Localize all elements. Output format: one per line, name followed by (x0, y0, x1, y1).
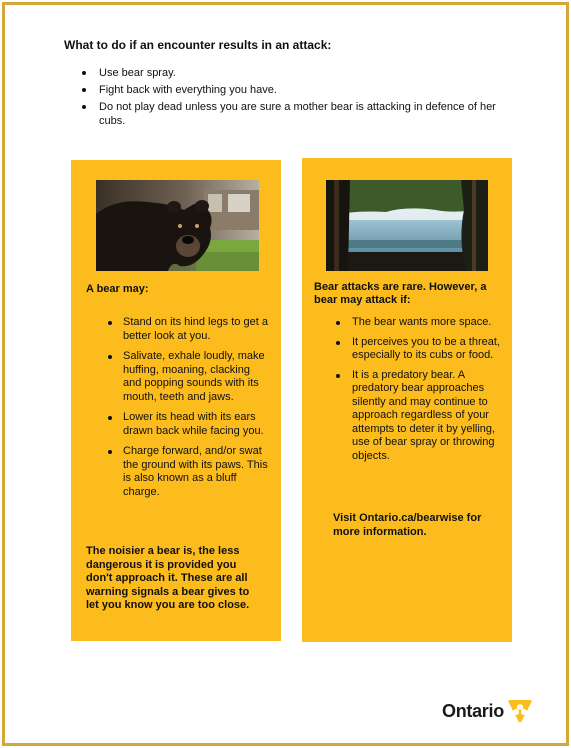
list-item: Lower its head with its ears drawn back while facing you. (86, 411, 271, 438)
list-item: Do not play dead unless you are sure a mother bear is attacking in defence of her cubs. (64, 100, 514, 128)
bear-may-list (86, 316, 271, 506)
bearwise-link-note[interactable]: Visit Ontario.ca/bearwise for more information. (333, 512, 482, 538)
lake-photo (326, 180, 488, 271)
attack-if-list (314, 316, 506, 469)
attacks-rare-heading: Bear attacks are rare. However, a bear may attack if: (314, 281, 487, 306)
attack-section (64, 38, 514, 131)
list-item: Salivate, exhale loudly, make huffing, moaning, clacking and popping sounds with its mouth, teeth and jaws. (86, 350, 271, 404)
attack-conditions-card (302, 158, 512, 642)
ontario-logo (442, 698, 533, 724)
attack-list (64, 66, 514, 128)
list-item: It is a predatory bear. A predatory bear approaches silently and may continue to approach regardless of your attempts to deter it by yelling, use of bear spray or throwing objects. (314, 369, 506, 464)
warning-note: The noisier a bear is, the less dangerous it is provided you don't approach it. These are all warning signals a bear gives to let you know you are too close. (86, 545, 250, 611)
list-item: Fight back with everything you have. (64, 83, 514, 97)
bear-behaviour-card (71, 160, 281, 641)
black-bear-photo (96, 180, 259, 271)
bear-may-heading: A bear may: (86, 283, 149, 295)
attack-heading: What to do if an encounter results in an attack: (64, 38, 332, 52)
list-item: Use bear spray. (64, 66, 514, 80)
list-item: It perceives you to be a threat, especially to its cubs or food. (314, 336, 506, 363)
ontario-wordmark: Ontario (442, 700, 504, 721)
list-item: Charge forward, and/or swat the ground with its paws. This is also known as a bluff charge. (86, 445, 271, 499)
trillium-icon (507, 698, 533, 724)
list-item: The bear wants more space. (314, 316, 506, 330)
list-item: Stand on its hind legs to get a better look at you. (86, 316, 271, 343)
